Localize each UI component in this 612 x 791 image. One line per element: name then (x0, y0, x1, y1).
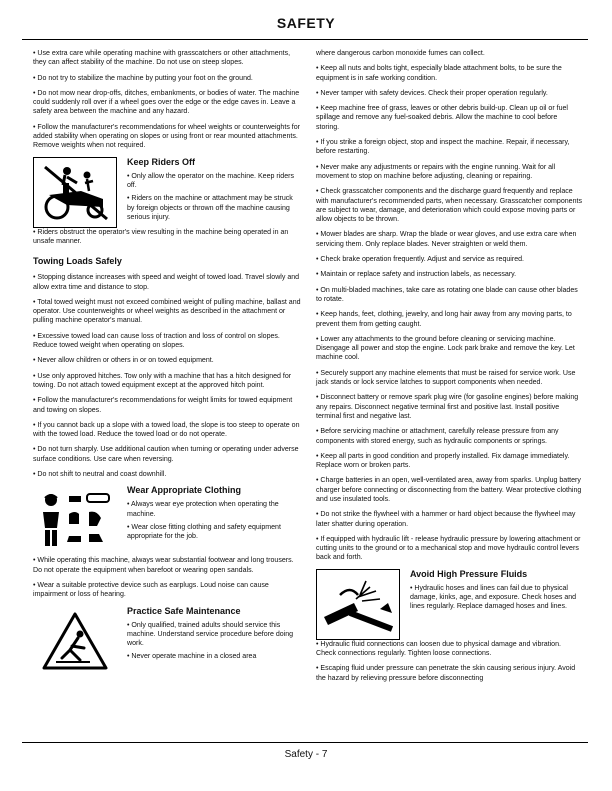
paragraph: • Never tamper with safety devices. Check their proper operation regularly. (316, 89, 548, 97)
paragraph: • Keep all nuts and bolts tight, especially blade attachment bolts, to be sure the equipment is in safe working condition. (316, 65, 562, 82)
paragraph: • While operating this machine, always wear substantial footwear and long trousers. Do not operate the equipment when barefoot or wearing open sandals. (33, 557, 294, 574)
footer-rule (22, 742, 588, 743)
paragraph: • Check brake operation frequently. Adjust and service as required. (316, 256, 524, 264)
paragraph: • Riders obstruct the operator's view resulting in the machine being operated in an unsafe manner. (33, 228, 289, 245)
section-keep-riders-off (33, 157, 301, 228)
paragraph: • On multi-bladed machines, take care as rotating one blade can cause other blades to rotate. (316, 286, 578, 303)
paragraph: • Use extra care while operating machine with grasscatchers or other attachments, they can affect stability of the machine. Do not use on steep slopes. (33, 50, 291, 67)
paragraph: • If equipped with hydraulic lift - release hydraulic pressure by lowering attachment or cutting units to the ground or to a mechanical stop and move hydraulic control levers back and forth. (316, 535, 581, 562)
left-column (33, 49, 301, 677)
paragraph: • Lower any attachments to the ground before cleaning or servicing machine. Disengage all power and stop the engine. Lock park brake and remove the key. Let machine cool. (316, 335, 575, 362)
paragraph: • Do not turn sharply. Use additional caution when turning or operating under adverse surface conditions. Use care when reversing. (33, 446, 299, 463)
section-heading-towing: Towing Loads Safely (33, 256, 122, 267)
paragraph: • Only allow the operator on the machine. Keep riders off. (127, 172, 294, 189)
page-title: SAFETY (276, 15, 336, 31)
paragraph: • Never operate machine in a closed area (127, 653, 257, 661)
paragraph: • Use only approved hitches. Tow only with a machine that has a hitch designed for towing. Do not attach towed equipment except at the approved hitch point. (33, 372, 292, 389)
paragraph: • Total towed weight must not exceed combined weight of pulling machine, ballast and operator. Use counterweights or wheel weights as described in the attachment or pulling machine operator's manual. (33, 298, 301, 325)
paragraph: • Keep hands, feet, clothing, jewelry, and long hair away from any moving parts, to prevent them from getting caught. (316, 311, 572, 328)
paragraph: • Disconnect battery or remove spark plug wire (for gasoline engines) before making any repairs. Disconnect negative terminal first and positive last. Install positive terminal first and negative last. (316, 394, 579, 420)
paragraph: • Escaping fluid under pressure can penetrate the skin causing serious injury. Avoid the hazard by relieving pressure before disconnecting (316, 665, 576, 682)
paragraph: • Follow the manufacturer's recommendations for wheel weights or counterweights for added stability when operating on slopes or using front or rear mounted attachments. Remove weights when not required. (33, 123, 301, 150)
section-heading: Wear Appropriate Clothing (127, 485, 242, 496)
section-avoid-high-pressure-fluids (316, 569, 582, 640)
paragraph: • Do not try to stabilize the machine by putting your foot on the ground. (33, 74, 253, 82)
paragraph: • Riders on the machine or attachment may be struck by foreign objects or thrown off the machine causing serious injury. (127, 195, 293, 221)
paragraph: • Wear close fitting clothing and safety equipment appropriate for the job. (127, 523, 281, 541)
section-practice-safe-maintenance (33, 606, 301, 677)
rider-on-tractor-icon (33, 157, 117, 228)
section-heading: Avoid High Pressure Fluids (410, 568, 528, 579)
paragraph: • Check grasscatcher components and the discharge guard frequently and replace with manufacturer's recommended parts, when necessary. Grasscatcher components are subject to wear, damage, and deterioration which could expose moving parts or allow objects to be thrown. (316, 188, 582, 224)
paragraph: • If you strike a foreign object, stop and inspect the machine. Repair, if necessary, before restarting. (316, 139, 570, 156)
paragraph: • Do not strike the flywheel with a hammer or hard object because the flywheel may later shatter during operation. (316, 511, 576, 528)
paragraph: • Stopping distance increases with speed and weight of towed load. Travel slowly and allow extra time and distance to stop. (33, 274, 300, 291)
paragraph: • Do not mow near drop-offs, ditches, embankments, or bodies of water. The machine could suddenly roll over if a wheel goes over the edge or the edge caves in. Leave a safety area between the machine and any hazard. (33, 89, 300, 116)
paragraph: • Keep machine free of grass, leaves or other debris build-up. Clean up oil or fuel spillage and remove any fuel-soaked debris. Allow the machine to cool before storing. (316, 105, 568, 131)
paragraph: • Never allow children or others in or on towed equipment. (33, 357, 214, 365)
right-column (316, 49, 582, 689)
header-rule (22, 39, 588, 40)
paragraph: • Do not shift to neutral and coast downhill. (33, 471, 167, 479)
section-heading: Keep Riders Off (127, 156, 196, 167)
paragraph: • Follow the manufacturer's recommendations for weight limits for towed equipment and towing on slopes. (33, 397, 293, 414)
paragraph: • Securely support any machine elements that must be raised for service work. Use jack stands or lock service latches to support components when needed. (316, 369, 576, 387)
paragraph: • Hydraulic fluid connections can loosen due to physical damage and vibration. Check connections regularly. Tighten loose connections. (316, 640, 561, 658)
paragraph: • If you cannot back up a slope with a towed load, the slope is too steep to operate on with the towed load. Reduce the towed load or do not operate. (33, 421, 300, 439)
page-number: Safety - 7 (284, 749, 328, 760)
protective-clothing-icon (33, 485, 117, 556)
paragraph: • Charge batteries in an open, well-ventilated area, away from sparks. Unplug battery charger before connecting or disconnecting from the battery. Wear protective clothing and use insulated tools. (316, 477, 582, 503)
paragraph: • Mower blades are sharp. Wrap the blade or wear gloves, and use extra care when servicing them. Only replace blades. Never straighten or weld them. (316, 231, 577, 248)
falling-person-icon (33, 606, 117, 677)
paragraph: • Maintain or replace safety and instruction labels, as necessary. (316, 271, 517, 279)
paragraph: • Excessive towed load can cause loss of traction and loss of control on slopes. Reduce towed weight when operating on slopes. (33, 332, 280, 350)
paragraph: where dangerous carbon monoxide fumes can collect. (316, 50, 485, 57)
paragraph: • Only qualified, trained adults should service this machine. Understand service procedure before doing work. (127, 621, 294, 648)
paragraph: • Wear a suitable protective device such as earplugs. Loud noise can cause impairment or loss of hearing. (33, 581, 269, 599)
paragraph: • Before servicing machine or attachment, carefully release pressure from any components with stored energy, such as hydraulic components or springs. (316, 428, 559, 445)
paragraph: • Always wear eye protection when operating the machine. (127, 501, 279, 518)
hydraulic-spray-icon (316, 569, 400, 640)
paragraph: • Never make any adjustments or repairs with the engine running. Wait for all movement to stop on machine before adjusting, cleaning or repairing. (316, 163, 556, 180)
section-wear-appropriate-clothing (33, 485, 301, 556)
section-heading: Practice Safe Maintenance (127, 605, 241, 616)
paragraph: • Keep all parts in good condition and properly installed. Fix damage immediately. Replace worn or broken parts. (316, 452, 570, 470)
paragraph: • Hydraulic hoses and lines can fail due to physical damage, kinks, age, and exposure. Check hoses and lines regularly. Replace damaged hoses and lines. (410, 584, 577, 611)
